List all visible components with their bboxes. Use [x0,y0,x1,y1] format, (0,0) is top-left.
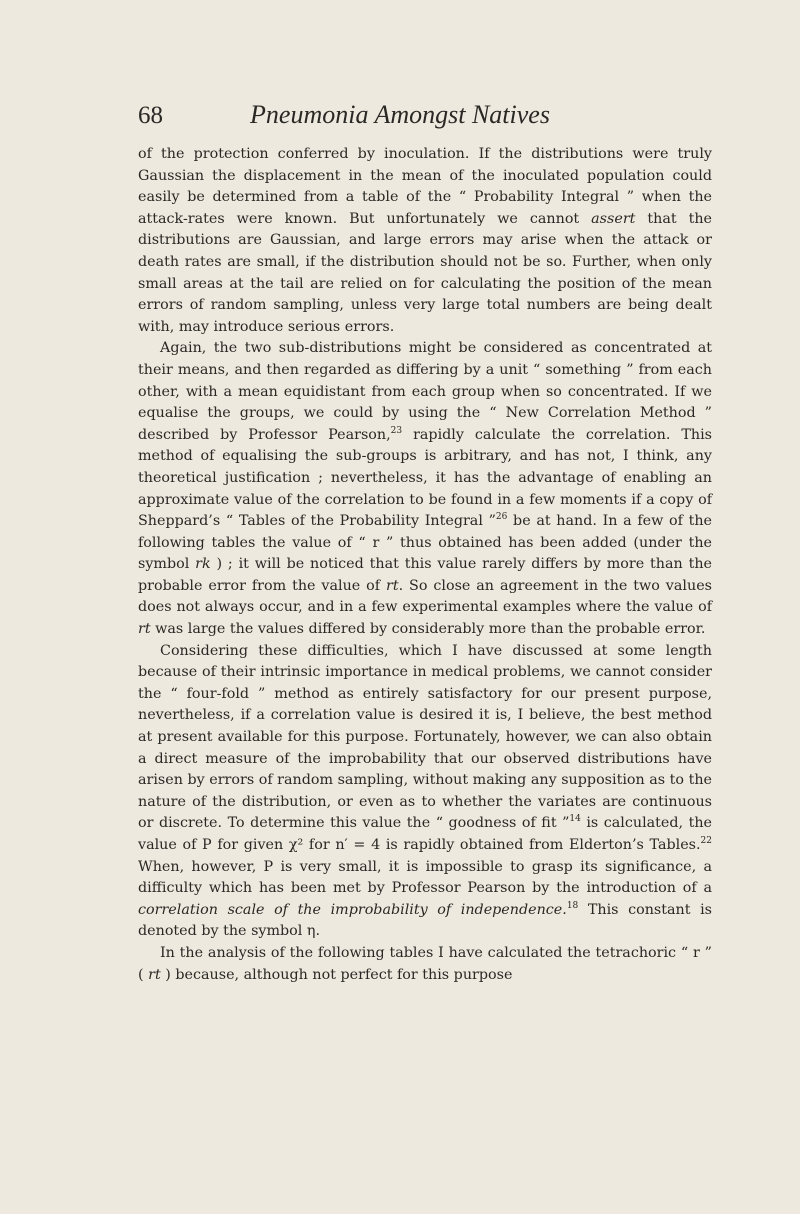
paragraph-2 [138,338,712,640]
reference-mark: 23 [390,425,403,436]
emphasis: assert [591,210,636,227]
reference-mark: 26 [495,512,508,523]
text-run: Considering these difficulties, which I have discussed at some length because of their intrinsic importance in medical problems, we cannot consider the “ four-fold ” method as entirely satisfactory for our present purpose, nevertheless, if a correlation value is desired it is, I believe, the best method at present available for this purpose. Fortunately, however, we can also obtain a direct measure of the improbability that our observed distributions have arisen by errors of random sampling, without making any supposition as to the nature of the distribution, or even as to whether the variates are continuous or discrete. To determine this value the “ goodness of fit ” [138,642,712,832]
text-run: In the analysis of the following tables I have calculated the tetrachoric “ r ” ( [138,944,712,983]
emphasis: correlation scale of the improbability of independence. [138,901,567,918]
text-run: of the protection conferred by inoculation. If the distributions were truly Gaussian the displacement in the mean of the inoculated population could easily be determined from a table of the “ Probability Integral ” when the attack-rates were known. But unfortunately we cannot [138,146,712,227]
paragraph-3 [138,641,712,943]
text-run: that the distributions are Gaussian, and large errors may arise when the attack or death rates are small, if the distribution should not be so. Further, when only small areas at the tail are relied on for calculating the position of the mean errors of random sampling, unless very large total numbers are being dealt with, may introduce serious errors. [138,210,712,335]
symbol: rt [138,621,151,638]
text-run: be at hand. In a few of the following tables the value of “ r ” thus obtained has been added (under the symbol [138,513,712,573]
symbol: rt [148,966,161,983]
body-text [138,144,712,986]
page-header [0,100,800,140]
text-run: When, however, P is very small, it is impossible to grasp its significance, a difficulty which has been met by Professor Pearson by the introduction of a [138,858,712,897]
paragraph-1 [138,144,712,338]
text-run: rapidly calculate the correlation. This method of equalising the sub-groups is arbitrary, and has not, I think, any theoretical justification ; nevertheless, it has the advantage of enabling an approximate value of the correlation to be found in a few moments if a copy of Sheppard’s “ Tables of the Probability Integral ” [138,426,712,530]
page-number: 68 [138,102,163,129]
reference-mark: 22 [700,836,712,847]
symbol: rk [195,556,211,573]
symbol: rt [386,577,399,594]
text-run: was large the values differed by considerably more than the probable error. [150,621,706,638]
running-title: Pneumonia Amongst Natives [250,100,550,129]
text-run: Again, the two sub-distributions might be considered as concentrated at their means, and then regarded as differing by a unit “ something ” from each other, with a mean equidistant from each group when so concentrated. If we equalise the groups, we could by using the “ New Correlation Method ” described by Professor Pearson, [138,340,712,443]
text-run: is calculated, the value of P for given χ² for n′ = 4 is rapidly obtained from Elderton’s Tables. [138,815,713,853]
text-run: ) ; it will be noticed that this value rarely differs by more than the probable error from the value of [138,556,712,594]
reference-mark: 14 [569,814,581,825]
paragraph-4 [138,943,712,986]
reference-mark: 18 [566,901,579,912]
text-run: ) because, although not perfect for this purpose [160,966,513,983]
text-run: . So close an agreement in the two values does not always occur, and in a few experimental examples where the value of [138,577,712,616]
text-run: This constant is denoted by the symbol η. [138,901,712,940]
